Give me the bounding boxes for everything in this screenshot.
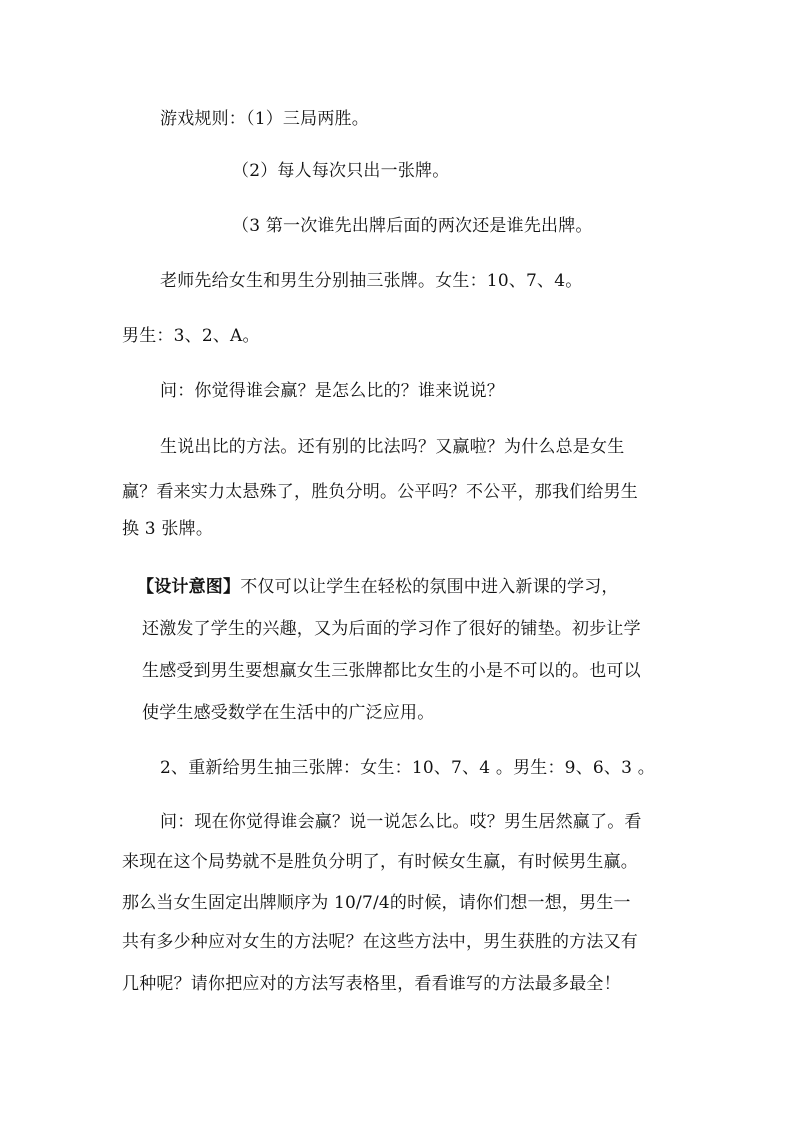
discussion-line-1: 生说出比的方法。还有别的比法吗？又赢啦？为什么总是女生 <box>160 437 625 457</box>
game-rules-line-3: （3 第一次谁先出牌后面的两次还是谁先出牌。 <box>232 216 593 236</box>
design-intent-line-4: 使学生感受数学在生活中的广泛应用。 <box>142 703 435 723</box>
design-intent-line-1 <box>137 576 619 598</box>
design-intent-line-2: 还激发了学生的兴趣，又为后面的学习作了很好的铺垫。初步让学 <box>142 619 641 639</box>
design-intent-text-1: 不仅可以让学生在轻松的氛围中进入新课的学习， <box>240 577 619 597</box>
question-2-line-1: 问：现在你觉得谁会赢？说一说怎么比。哎？男生居然赢了。看 <box>160 812 642 832</box>
question-2-line-5: 几种呢？请你把应对的方法写表格里，看看谁写的方法最多最全！ <box>122 974 621 994</box>
question-1: 问：你觉得谁会赢？是怎么比的？谁来说说？ <box>160 381 504 401</box>
question-2-line-2: 来现在这个局势就不是胜负分明了，有时候女生赢，有时候男生赢。 <box>122 852 638 872</box>
discussion-line-3: 换 3 张牌。 <box>122 519 214 539</box>
setup-line-2: 男生：3、2、A。 <box>122 326 260 346</box>
discussion-line-2: 赢？看来实力太悬殊了，胜负分明。公平吗？不公平，那我们给男生 <box>122 482 638 502</box>
game-rules-line-2: （2）每人每次只出一张牌。 <box>232 161 450 181</box>
design-intent-line-3: 生感受到男生要想赢女生三张牌都比女生的小是不可以的。也可以 <box>142 661 641 681</box>
game-rules-line-1: 游戏规则：（1）三局两胜。 <box>160 109 369 129</box>
step-2: 2、重新给男生抽三张牌：女生：10、7、4 。男生：9、6、3 。 <box>160 758 655 778</box>
design-intent-label: 【设计意图】 <box>137 577 241 597</box>
question-2-line-4: 共有多少种应对女生的方法呢？在这些方法中，男生获胜的方法又有 <box>122 932 638 952</box>
setup-line-1: 老师先给女生和男生分别抽三张牌。女生：10、7、4。 <box>160 271 583 291</box>
question-2-line-3: 那么当女生固定出牌顺序为 10/7/4的时候，请你们想一想，男生一 <box>122 893 631 913</box>
